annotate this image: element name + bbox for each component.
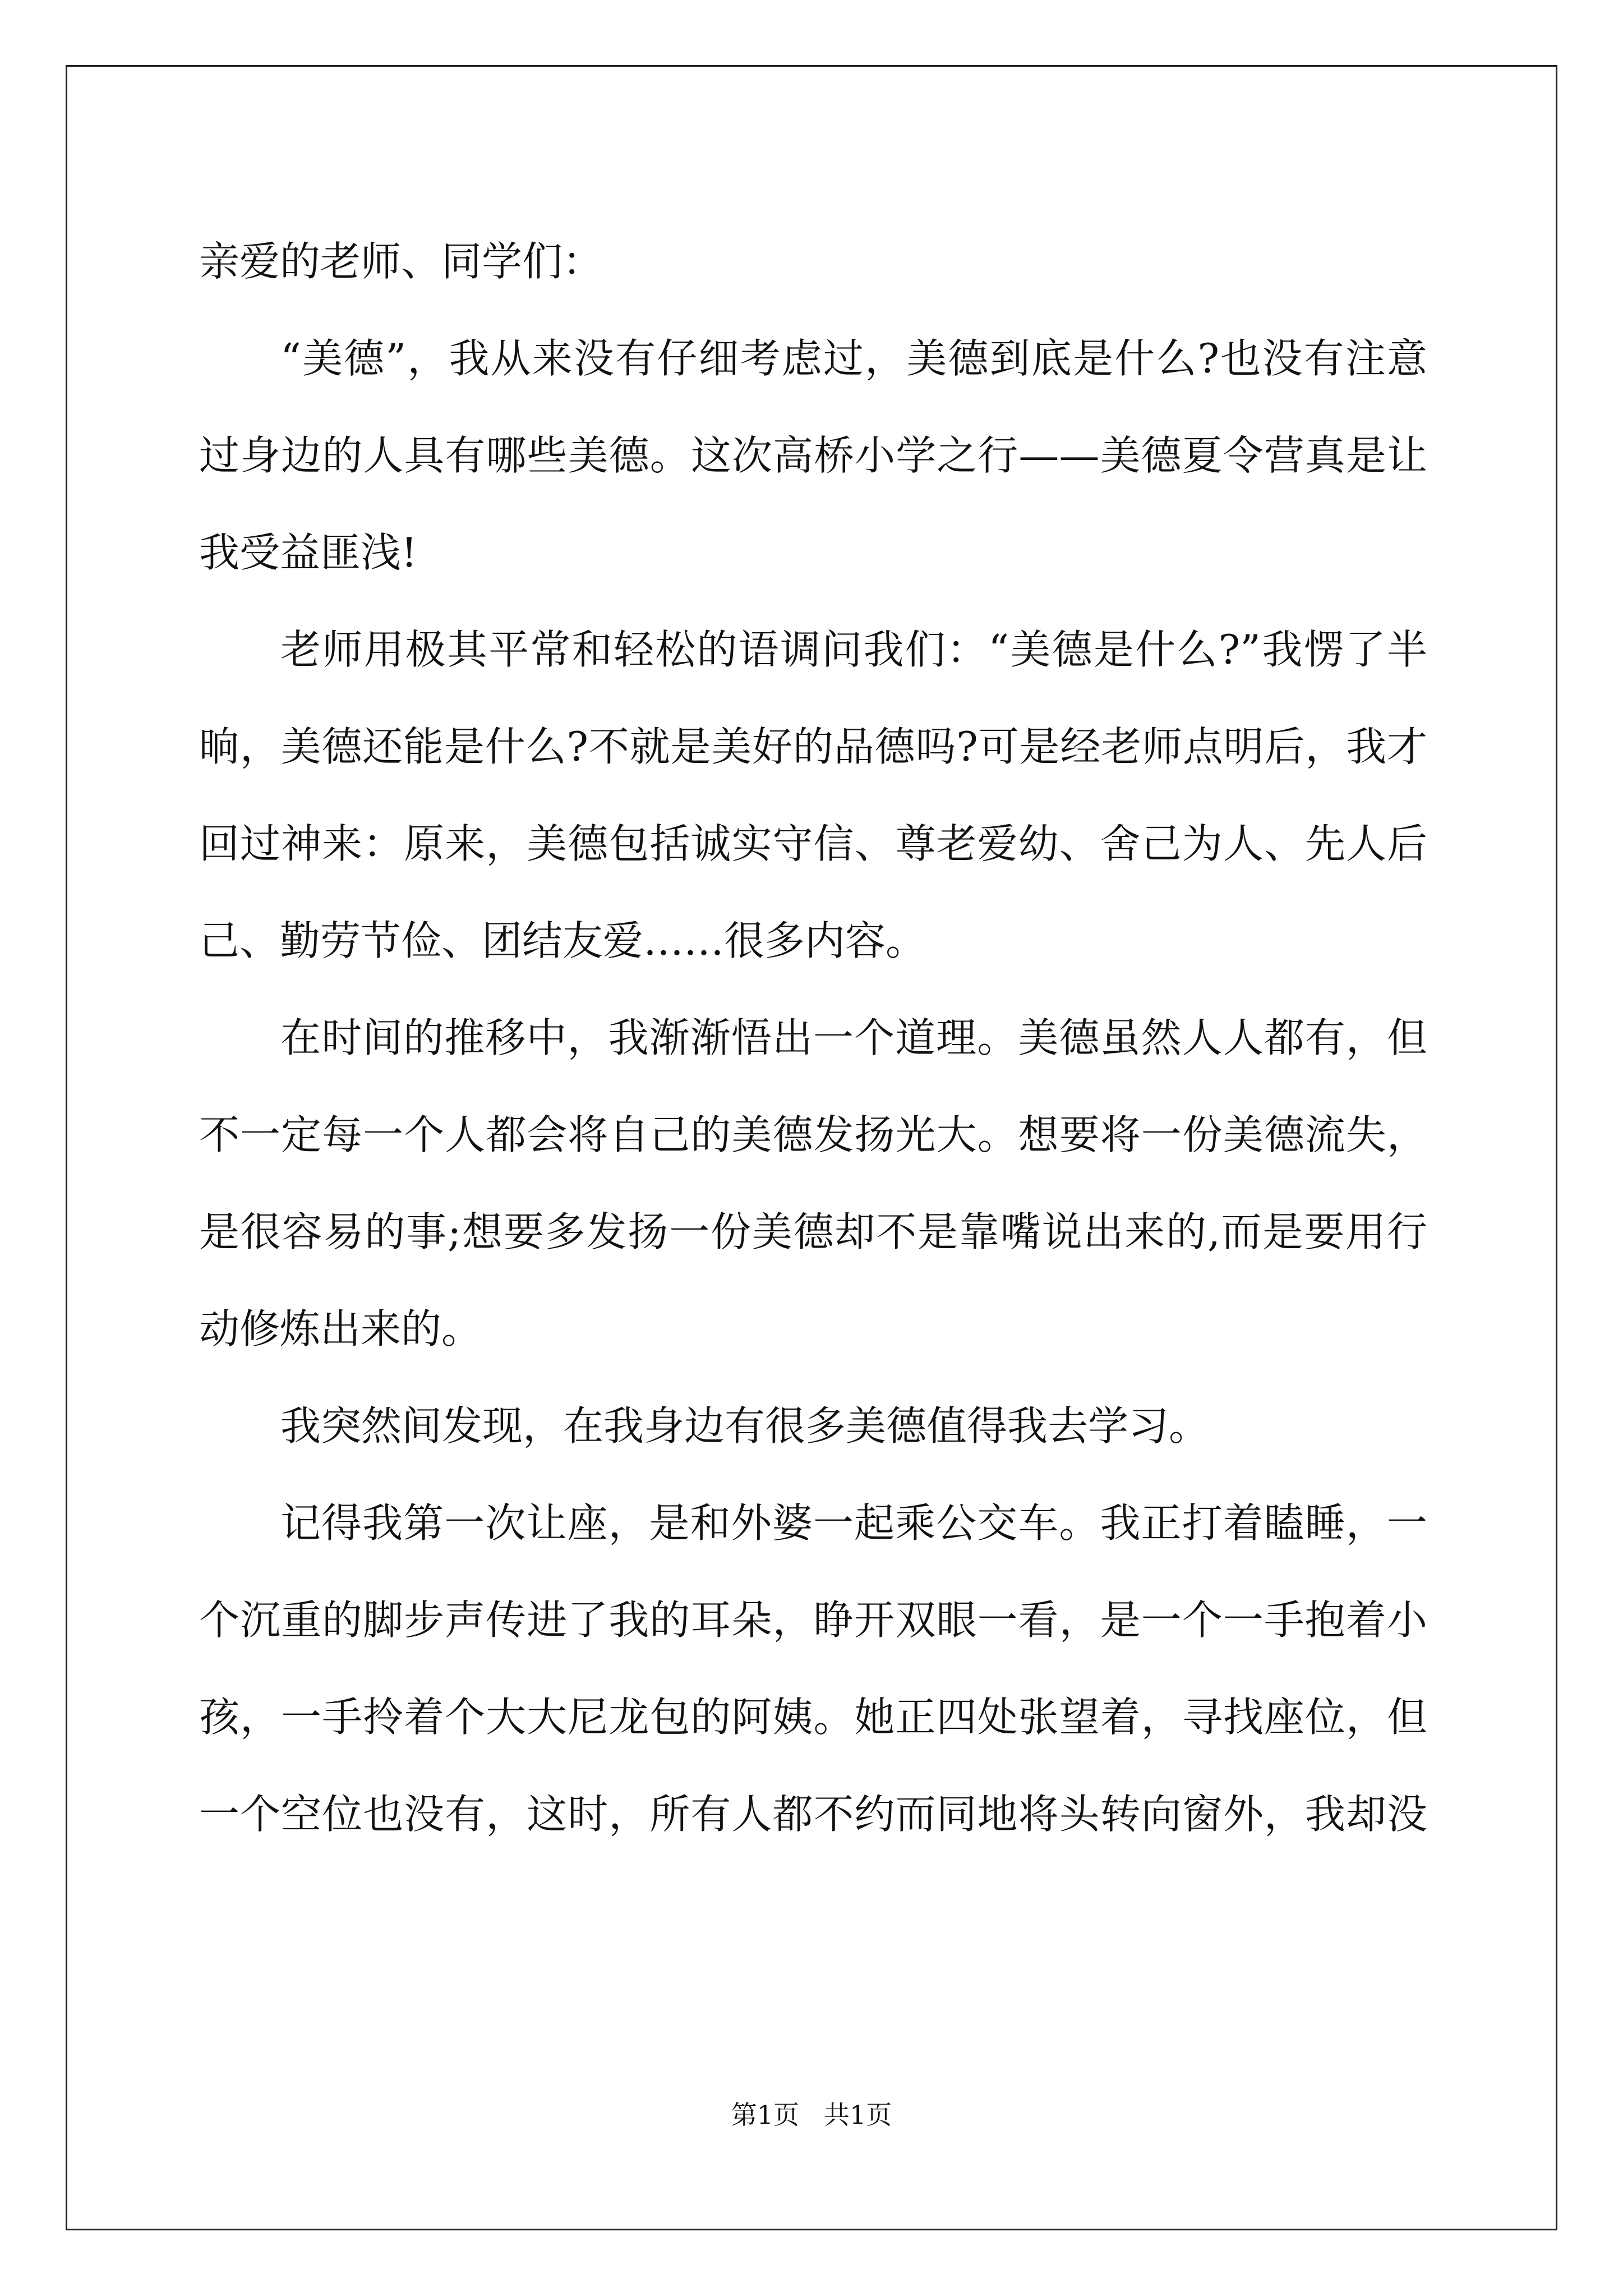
paragraph-line: 孩，一手拎着个大大尼龙包的阿姨。她正四处张望着，寻找座位，但 — [199, 1694, 1427, 1741]
paragraph-line: 在时间的推移中，我渐渐悟出一个道理。美德虽然人人都有，但 — [280, 1014, 1427, 1061]
paragraph-line: 是很容易的事;想要多发扬一份美德却不是靠嘴说出来的,而是要用行 — [199, 1208, 1427, 1255]
page-number: 第1页 — [731, 2100, 799, 2130]
paragraph-line: 过身边的人具有哪些美德。这次高桥小学之行——美德夏令营真是让 — [199, 432, 1427, 479]
paragraph-line: 我突然间发现，在我身边有很多美德值得我去学习。 — [280, 1402, 1210, 1450]
paragraph-line: “美德”，我从来没有仔细考虑过，美德到底是什么?也没有注意 — [280, 335, 1427, 382]
paragraph-line: 个沉重的脚步声传进了我的耳朵，睁开双眼一看，是一个一手抱着小 — [199, 1596, 1427, 1644]
paragraph-line: 晌，美德还能是什么?不就是美好的品德吗?可是经老师点明后，我才 — [199, 723, 1427, 770]
paragraph-line: 一个空位也没有，这时，所有人都不约而同地将头转向窗外，我却没 — [199, 1791, 1427, 1838]
paragraph-line: 动修炼出来的。 — [199, 1305, 482, 1352]
paragraph-line: 不一定每一个人都会将自己的美德发扬光大。想要将一份美德流失， — [199, 1111, 1427, 1158]
paragraph-line: 己、勤劳节俭、团结友爱……很多内容。 — [199, 917, 926, 964]
paragraph-line: 老师用极其平常和轻松的语调问我们：“美德是什么?”我愣了半 — [280, 626, 1427, 673]
greeting-line: 亲爱的老师、同学们： — [199, 238, 603, 285]
document-body — [199, 213, 1427, 1863]
paragraph-line: 我受益匪浅! — [199, 529, 417, 576]
paragraph-line: 记得我第一次让座，是和外婆一起乘公交车。我正打着瞌睡，一 — [280, 1499, 1427, 1547]
page-total: 共1页 — [824, 2100, 892, 2130]
page-footer — [0, 2098, 1623, 2132]
paragraph-line: 回过神来：原来，美德包括诚实守信、尊老爱幼、舍己为人、先人后 — [199, 820, 1427, 867]
